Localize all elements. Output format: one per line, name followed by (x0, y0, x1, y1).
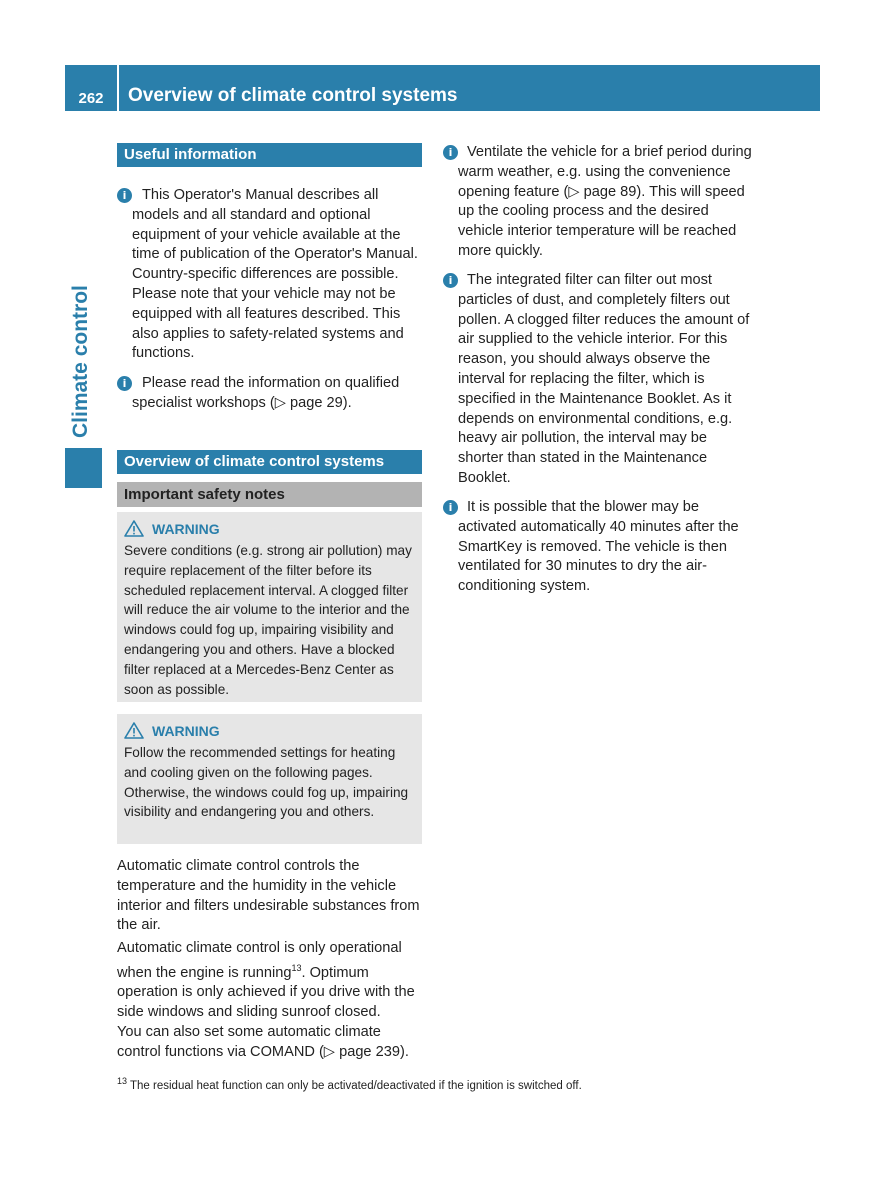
footnote-ref: 13 (291, 962, 302, 973)
overview-heading: Overview of climate control systems (117, 450, 422, 474)
paragraph-operational-a: Automatic climate control is only operational when the engine is running (117, 940, 402, 981)
warning-box (117, 714, 422, 844)
info-icon: i (443, 273, 458, 288)
info-item-text (458, 498, 753, 597)
page-title: Overview of climate control systems (128, 85, 458, 106)
paragraph-comand: You can also set some automatic climate control functions via COMAND (▷ page 239). (117, 1024, 409, 1060)
footnote-number: 13 (117, 1076, 128, 1086)
info-item (117, 186, 423, 364)
info-item (443, 143, 753, 262)
info-item-text (458, 271, 753, 489)
info-icon: i (443, 145, 458, 160)
useful-info-heading: Useful information (117, 143, 422, 167)
header-divider (117, 65, 119, 111)
paragraph-operational (117, 939, 427, 1023)
warning-text: Follow the recommended settings for heating and cooling given on the following pages. Otherwise, the windows could fog up, impairing visibility and endangering you and others. (124, 745, 409, 820)
warning-triangle-icon (124, 722, 144, 739)
info-item-text (132, 374, 423, 414)
side-tab-label: Climate control (69, 285, 92, 438)
footnote (117, 1076, 582, 1092)
side-tab-area (65, 250, 102, 445)
paragraph-climate-control: Automatic climate control controls the temperature and the humidity in the vehicle interior and filters undesirable substances from the air. (117, 858, 420, 934)
warning-text: Severe conditions (e.g. strong air pollution) may require replacement of the filter before its scheduled replacement interval. A clogged filter will reduce the air volume to the interior and the windows could fog up, impairing visibility and endangering you and others. Have a blocked filter replaced at a Mercedes-Benz Center as soon as possible. (124, 543, 412, 697)
info-item-text-ventilate: Ventilate the vehicle for a brief period during warm weather, e.g. using the convenience opening feature (▷ page 89). This will speed up the cooling process and the desired vehicle interior temperature will be reached more quickly. (458, 144, 752, 259)
info-item-text-0: This Operator's Manual describes all models and all standard and optional equipment of your vehicle available at the time of publication of the Operator's Manual. Country-specific differences are possible. Please note that your vehicle may not be equipped with all features described. This also applies to safety-related systems and functions. (132, 187, 418, 362)
warning-header (124, 520, 415, 537)
warning-header (124, 722, 415, 739)
info-item-text-filter: The integrated filter can filter out most particles of dust, and completely filters out pollen. A clogged filter reduces the amount of air supplied to the vehicle interior. For this reason, you should always observe the interval for replacing the filter, which is specified in the Maintenance Booklet. As it depends on environmental conditions, e.g. heavy air pollution, the interval may be shorter than stated in the Maintenance Booklet. (458, 272, 750, 486)
info-item (117, 374, 423, 414)
info-item-text (132, 186, 423, 364)
warning-box (117, 512, 422, 702)
info-item-text-1: Please read the information on qualified specialist workshops (▷ page 29). (132, 375, 400, 411)
warning-triangle-icon (124, 520, 144, 537)
info-icon: i (117, 376, 132, 391)
warning-label: WARNING (152, 722, 220, 739)
info-item-text (458, 143, 753, 262)
footnote-text: The residual heat function can only be activated/deactivated if the ignition is switched off. (130, 1079, 582, 1092)
paragraph-operational-b: . Optimum operation is only achieved if you drive with the side windows and sliding sunroof closed. (117, 964, 415, 1021)
info-icon: i (443, 500, 458, 515)
warning-label: WARNING (152, 520, 220, 537)
info-item (443, 271, 753, 489)
side-tab-marker (65, 448, 102, 488)
info-item-text-blower: It is possible that the blower may be activated automatically 40 minutes after the SmartKey is removed. The vehicle is then ventilated for 30 minutes to dry the air-conditioning system. (458, 499, 739, 595)
info-icon: i (117, 188, 132, 203)
page-number: 262 (78, 90, 104, 107)
info-item (443, 498, 753, 597)
safety-heading: Important safety notes (117, 482, 422, 507)
